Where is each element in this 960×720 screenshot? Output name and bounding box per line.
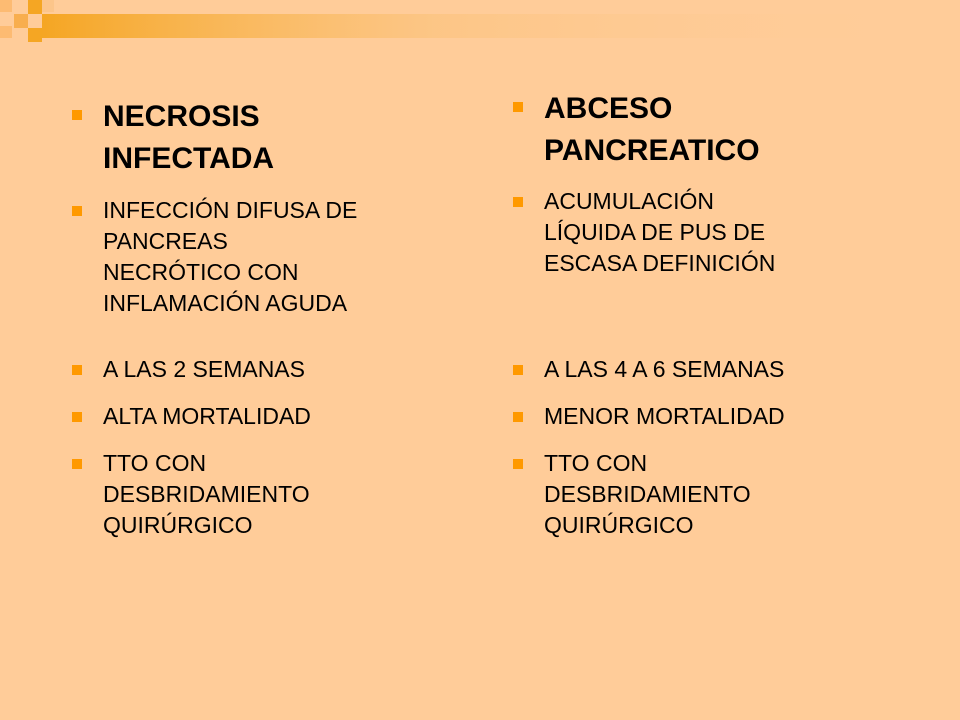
left-bullet-text: INFECCIÓN DIFUSA DE PANCREAS NECRÓTICO CON INFLAMACIÓN AGUDA: [103, 197, 358, 316]
bullet-marker: [513, 459, 523, 469]
decor-square: [28, 28, 42, 42]
right-bullet-text: A LAS 4 A 6 SEMANAS: [544, 356, 785, 382]
right-heading: ABCESO PANCREATICO: [544, 92, 760, 167]
decor-square: [42, 0, 54, 12]
bullet-marker: [72, 110, 82, 120]
left-bullet-text: A LAS 2 SEMANAS: [103, 356, 305, 382]
left-heading: NECROSIS INFECTADA: [103, 100, 275, 175]
right-bullet-text: ACUMULACIÓN LÍQUIDA DE PUS DE ESCASA DEFINICIÓN: [544, 188, 776, 276]
decor-square: [0, 26, 12, 38]
bullet-marker: [513, 102, 523, 112]
bullet-marker: [513, 365, 523, 375]
bullet-marker: [72, 206, 82, 216]
decor-square: [0, 0, 12, 12]
decor-bar: [42, 14, 922, 38]
decor-square: [14, 14, 28, 28]
bullet-marker: [72, 459, 82, 469]
bullet-marker: [513, 412, 523, 422]
bullet-marker: [72, 365, 82, 375]
right-bullet-text: TTO CON DESBRIDAMIENTO QUIRÚRGICO: [544, 450, 751, 538]
right-bullet-text: MENOR MORTALIDAD: [544, 403, 785, 429]
bullet-marker: [72, 412, 82, 422]
corner-decoration: [0, 0, 960, 60]
decor-square: [28, 0, 42, 14]
left-bullet-text: ALTA MORTALIDAD: [103, 403, 311, 429]
left-bullet-text: TTO CON DESBRIDAMIENTO QUIRÚRGICO: [103, 450, 310, 538]
bullet-marker: [513, 197, 523, 207]
